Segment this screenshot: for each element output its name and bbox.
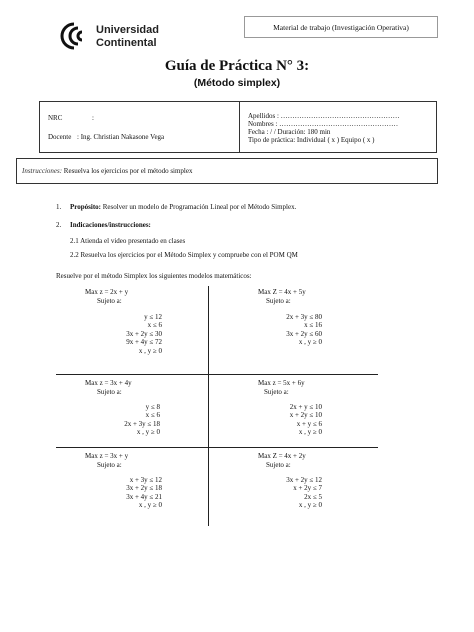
list-item-heading: Indicaciones/instrucciones: (70, 221, 151, 229)
constraint-line: x , y ≥ 0 (298, 501, 322, 510)
constraint-line: 9x + 4y ≤ 72 (126, 338, 162, 347)
problem-4-objective: Max z = 5x + 6y (258, 379, 305, 387)
grid-vertical-divider (208, 286, 209, 526)
problem-3-subject-to: Sujeto a: (97, 388, 122, 396)
list-item-proposito (56, 203, 296, 211)
problem-3-objective: Max z = 3x + 4y (85, 379, 132, 387)
list-item-number: 2. (56, 221, 62, 229)
list-item-heading: Propósito: (70, 203, 101, 211)
constraint-line: 3x + 4y ≤ 21 (126, 492, 162, 501)
constraint-line: 2x ≤ 5 (304, 492, 322, 501)
fecha-field: Fecha : / / Duración: 180 min (248, 128, 331, 136)
problem-5-subject-to: Sujeto a: (97, 461, 122, 469)
constraint-line: y ≤ 8 (145, 403, 160, 411)
nrc-value: : (92, 114, 94, 122)
constraint-line: 3x + 2y ≤ 30 (126, 329, 162, 338)
docente-label: Docente (48, 133, 72, 141)
constraint-line: x + 2y ≤ 7 (293, 484, 322, 493)
constraint-line: 3x + 2y ≤ 18 (126, 484, 162, 493)
constraint-line: x + 2y ≤ 10 (289, 411, 322, 420)
material-label: Material de trabajo (Investigación Operativa) (244, 16, 438, 38)
constraint-line: y ≤ 12 (144, 313, 162, 321)
constraint-line: x + y ≤ 6 (296, 419, 322, 428)
problem-6-objective: Max Z = 4x + 2y (258, 452, 306, 460)
problem-6-constraints (270, 476, 322, 510)
tipo-practica-field: Tipo de práctica: Individual ( x ) Equipo ( x ) (248, 136, 375, 144)
constraint-line: 3x + 2y ≤ 60 (286, 329, 322, 338)
problem-2-objective: Max Z = 4x + 5y (258, 288, 306, 296)
grid-divider-row1 (56, 374, 378, 375)
constraint-line: 3x + 2y ≤ 12 (286, 476, 322, 484)
problem-4-constraints (272, 403, 322, 437)
constraint-line: x , y ≥ 0 (138, 501, 162, 510)
subitem-2-2: 2.2 Resuelva los ejercicios por el Método Simplex y compruebe con el POM QM (70, 251, 298, 259)
problem-3-constraints (110, 403, 160, 437)
problem-1-constraints (110, 313, 162, 355)
university-name-line2: Continental (96, 37, 157, 49)
page-subtitle: (Método simplex) (193, 77, 281, 89)
nrc-label: NRC (48, 114, 63, 122)
problems-intro: Resuelve por el método Simplex los siguientes modelos matemáticos: (56, 272, 252, 280)
list-item-indicaciones (56, 221, 151, 229)
problem-5-objective: Max z = 3x + y (85, 452, 129, 460)
university-logo-icon (50, 22, 90, 50)
instructions-label: Instrucciones: (22, 167, 63, 175)
constraint-line: x ≤ 6 (147, 321, 162, 330)
constraint-line: 2x + y ≤ 10 (289, 403, 322, 411)
problem-5-constraints (110, 476, 162, 510)
nombres-field: Nombres : …………………………………………… (248, 120, 399, 128)
problem-1-objective: Max z = 2x + y (85, 288, 129, 296)
instructions-body: Resuelva los ejercicios por el método simplex (62, 167, 193, 175)
university-name-line1: Universidad (96, 24, 159, 36)
problem-2-subject-to: Sujeto a: (266, 297, 291, 305)
problem-4-subject-to: Sujeto a: (264, 388, 289, 396)
docente-value: : Ing. Christian Nakasone Vega (77, 133, 165, 141)
constraint-line: x , y ≥ 0 (136, 428, 160, 437)
constraint-line: x , y ≥ 0 (138, 346, 162, 355)
constraint-line: x + 3y ≤ 12 (129, 476, 162, 484)
problem-6-subject-to: Sujeto a: (266, 461, 291, 469)
constraint-line: 2x + 3y ≤ 80 (286, 313, 322, 321)
constraint-line: 2x + 3y ≤ 18 (124, 419, 160, 428)
grid-divider-row2 (56, 447, 378, 448)
constraint-line: x , y ≥ 0 (298, 338, 322, 347)
list-item-text: Resolver un modelo de Programación Lineal por el Método Simplex. (100, 203, 297, 211)
constraint-line: x , y ≥ 0 (298, 428, 322, 437)
page-title: Guía de Práctica N° 3: (164, 58, 310, 74)
subitem-2-1: 2.1 Atienda el video presentado en clases (70, 237, 186, 245)
constraint-line: x ≤ 16 (304, 321, 322, 330)
info-divider (239, 101, 240, 153)
constraint-line: x ≤ 6 (145, 411, 160, 420)
problem-2-constraints (270, 313, 322, 347)
instructions-text (22, 167, 193, 176)
list-item-number: 1. (56, 203, 62, 211)
apellidos-field: Apellidos : …………………………………………… (248, 112, 400, 120)
problem-1-subject-to: Sujeto a: (97, 297, 122, 305)
